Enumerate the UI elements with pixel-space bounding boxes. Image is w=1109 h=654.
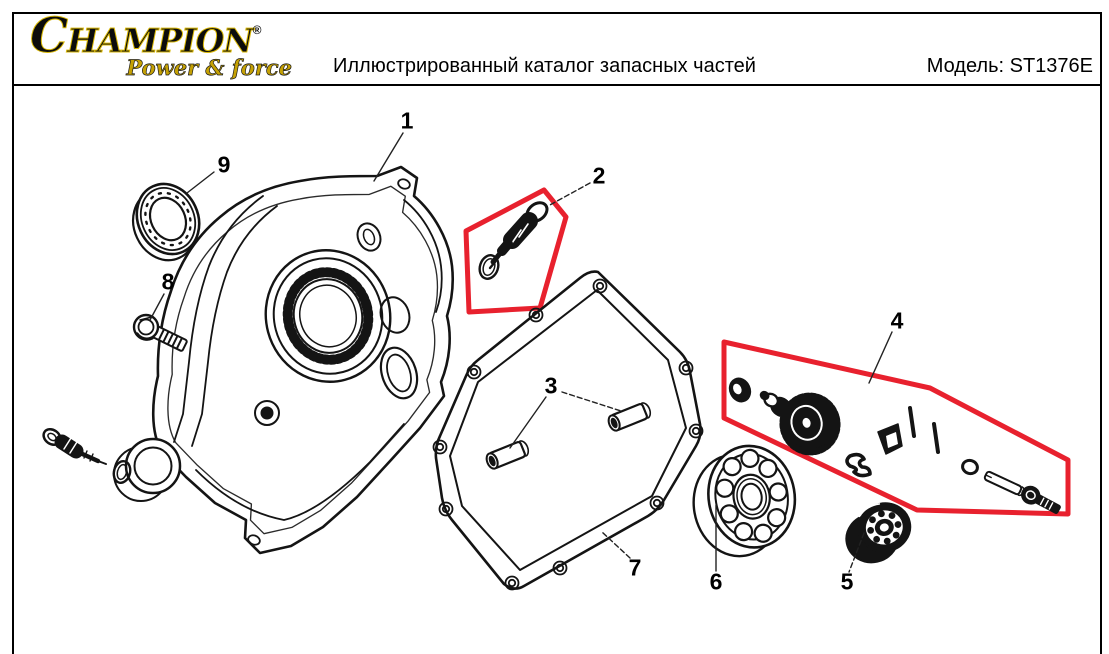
- part-label-1: 1: [400, 107, 414, 134]
- flange-bolt-drawing: [134, 315, 187, 351]
- model-number: Модель: ST1376E: [926, 55, 1093, 77]
- dowel-pins-drawing: [485, 401, 653, 470]
- ball-bearing-small-drawing: [840, 498, 916, 567]
- part-label-4: 4: [890, 307, 904, 334]
- brand-tagline: Power & force: [126, 54, 292, 80]
- brand-name: CHAMPION: [30, 8, 253, 64]
- part-label-8: 8: [161, 268, 175, 295]
- part-label-7: 7: [628, 554, 642, 581]
- part-label-9: 9: [217, 151, 231, 178]
- part-label-6: 6: [709, 568, 723, 595]
- ball-bearing-large-drawing: [685, 439, 804, 563]
- oil-seal-drawing: [120, 174, 212, 271]
- oil-drain-sensor-drawing: [41, 426, 133, 485]
- oil-sensor-kit-highlight: [466, 190, 566, 312]
- red-highlight-outline-2: [466, 190, 566, 312]
- part-label-5: 5: [840, 568, 854, 595]
- part-label-2: 2: [592, 162, 606, 189]
- registered-trademark-icon: ®: [252, 23, 262, 37]
- page-title: Иллюстрированный каталог запасных частей: [333, 55, 756, 77]
- part-label-3: 3: [544, 372, 558, 399]
- gasket-drawing: [434, 272, 703, 590]
